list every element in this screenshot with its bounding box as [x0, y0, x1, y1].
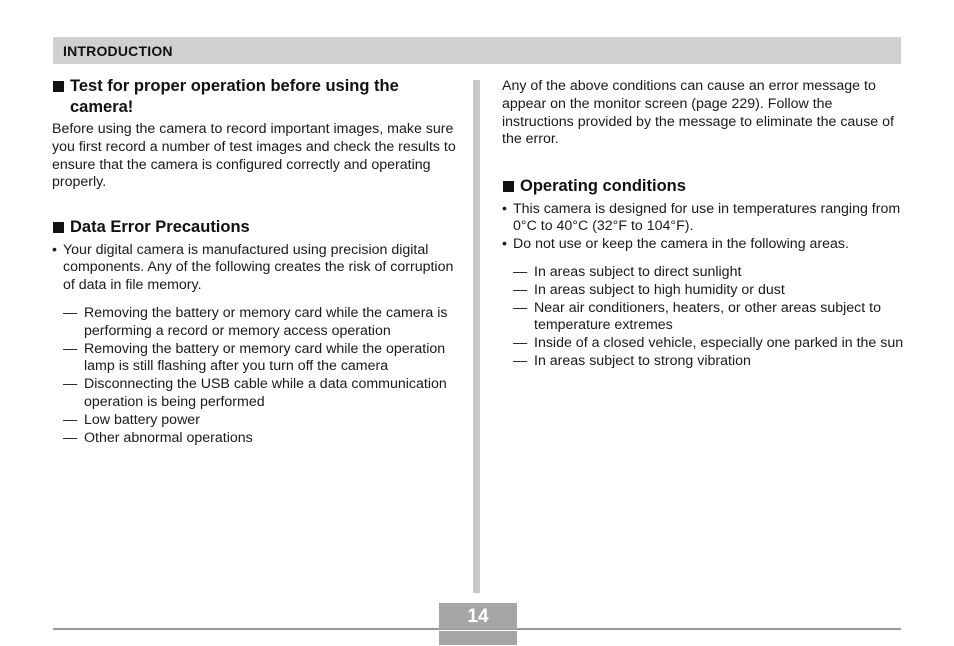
data-error-heading: Data Error Precautions	[52, 217, 457, 238]
list-item: — In areas subject to direct sunlight	[513, 264, 742, 281]
list-item: — Other abnormal operations	[63, 429, 253, 446]
dash-icon: —	[513, 264, 528, 281]
dash-icon: —	[63, 376, 78, 393]
bullet-icon: •	[502, 200, 507, 217]
area-list	[502, 264, 904, 371]
dash-icon: —	[63, 340, 78, 357]
list-item: — In areas subject to high humidity or dust	[513, 281, 785, 298]
left-column	[52, 76, 457, 447]
square-bullet-icon	[503, 181, 514, 192]
dash-icon: —	[513, 353, 528, 370]
column-divider	[473, 80, 480, 593]
dash-icon: —	[513, 281, 528, 298]
operating-bullets	[502, 201, 904, 254]
bullet-icon: •	[52, 241, 57, 258]
list-item: — Low battery power	[63, 411, 200, 428]
error-note: Any of the above conditions can cause an error message to appear on the monitor screen (page 229). Follow the instructions provided by the message to eliminate the cause of the error.	[502, 78, 894, 148]
section-title: INTRODUCTION	[63, 43, 173, 59]
data-error-bullet: • Your digital camera is manufactured using precision digital components. Any of the following creates the risk of corruption of data in file memory.	[52, 241, 454, 294]
bullet-icon: •	[502, 236, 507, 253]
dash-icon: —	[63, 411, 78, 428]
list-item: — Inside of a closed vehicle, especially one parked in the sun	[513, 335, 904, 352]
list-item: • Do not use or keep the camera in the following areas.	[502, 236, 849, 253]
dash-icon: —	[513, 335, 528, 352]
square-bullet-icon	[53, 222, 64, 233]
square-bullet-icon	[53, 81, 64, 92]
section-header-bar	[53, 37, 901, 64]
list-item: • This camera is designed for use in temperatures ranging from 0°C to 40°C (32°F to 104°F).	[502, 200, 901, 235]
list-item: — Disconnecting the USB cable while a data communication operation is being performed	[63, 376, 447, 411]
page-number-box	[439, 603, 517, 645]
list-item: — Near air conditioners, heaters, or other areas subject to temperature extremes	[513, 299, 881, 334]
list-item: — Removing the battery or memory card while the camera is performing a record or memory access operation	[63, 305, 448, 339]
list-item: — Removing the battery or memory card while the operation lamp is still flashing after you turn off the camera	[63, 340, 446, 375]
data-error-list	[52, 305, 457, 447]
list-item: — In areas subject to strong vibration	[513, 353, 751, 370]
test-body: Before using the camera to record important images, make sure you first record a number of test images and check the results to ensure that the camera is configured correctly and operating properly.	[52, 121, 456, 191]
page-number: 14	[439, 603, 517, 629]
test-heading: Test for proper operation before using the camera!	[52, 76, 457, 117]
dash-icon: —	[63, 305, 78, 322]
dash-icon: —	[63, 429, 78, 446]
right-column	[502, 76, 904, 371]
dash-icon: —	[513, 299, 528, 316]
operating-heading: Operating conditions	[502, 176, 904, 197]
page-number-tab	[439, 631, 517, 645]
